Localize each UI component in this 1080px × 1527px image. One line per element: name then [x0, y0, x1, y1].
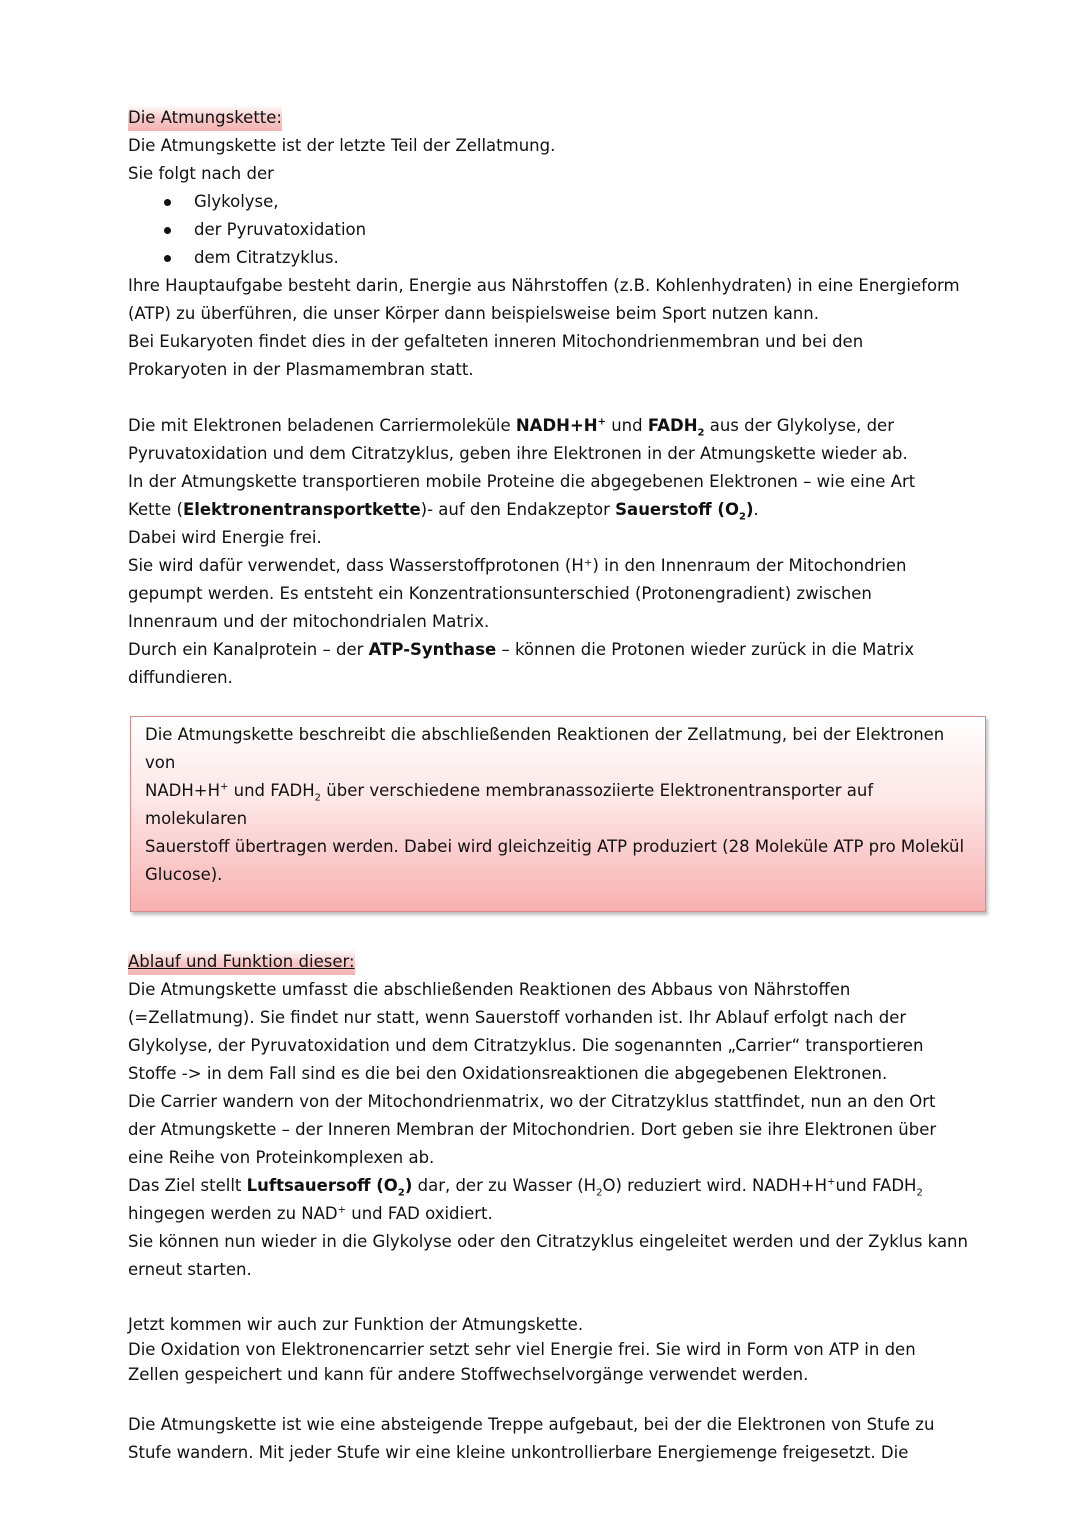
- nadh-term: NADH+H+: [515, 416, 606, 435]
- paragraph-line: In der Atmungskette transportieren mobile Proteine die abgegebenen Elektronen – wie eine Art: [128, 472, 916, 491]
- paragraph-line: Jetzt kommen wir auch zur Funktion der Atmungskette.: [128, 1315, 584, 1334]
- paragraph-line: hingegen werden zu NAD+ und FAD oxidiert.: [128, 1204, 493, 1223]
- box-line: Glucose).: [145, 865, 223, 884]
- paragraph-line: Kette (Elektronentransportkette)- auf den Endakzeptor Sauerstoff $(O_2)$.: [128, 500, 759, 523]
- paragraph-line: Die Carrier wandern von der Mitochondrienmatrix, wo der Citratzyklus stattfindet, nun an den Ort: [128, 1092, 936, 1111]
- section-heading-ablauf: Ablauf und Funktion dieser:: [128, 949, 355, 975]
- paragraph-line: Innenraum und der mitochondrialen Matrix.: [128, 612, 490, 631]
- sauerstoff-term: Sauerstoff $(O_2)$: [615, 500, 754, 523]
- paragraph-line: eine Reihe von Proteinkomplexen ab.: [128, 1148, 435, 1167]
- box-line: Sauerstoff übertragen werden. Dabei wird gleichzeitig ATP produziert (28 Moleküle ATP pro Molekül: [145, 837, 965, 856]
- atp-synthase-term: ATP-Synthase: [368, 640, 497, 659]
- paragraph-line: Die Atmungskette umfasst die abschließenden Reaktionen des Abbaus von Nährstoffen: [128, 980, 851, 999]
- paragraph-line: Bei Eukaryoten findet dies in der gefalteten inneren Mitochondrienmembran und bei den: [128, 332, 864, 351]
- bullet-item: dem Citratzyklus.: [164, 244, 988, 272]
- document-page: [128, 104, 988, 1467]
- elektronentransportkette-term: Elektronentransportkette: [182, 500, 421, 519]
- paragraph-line: Die Atmungskette ist wie eine absteigende Treppe aufgebaut, bei der die Elektronen von Stufe zu: [128, 1415, 935, 1434]
- paragraph-line: der Atmungskette – der Inneren Membran der Mitochondrien. Dort geben sie ihre Elektronen über: [128, 1120, 937, 1139]
- paragraph-line: Sie folgt nach der: [128, 164, 274, 183]
- box-line: Die Atmungskette beschreibt die abschließenden Reaktionen der Zellatmung, bei der Elektronen von: [145, 725, 945, 772]
- paragraph-line: Pyruvatoxidation und dem Citratzyklus, geben ihre Elektronen in der Atmungskette wieder ab.: [128, 444, 908, 463]
- bullet-item: Glykolyse,: [164, 188, 988, 216]
- paragraph-line: Ihre Hauptaufgabe besteht darin, Energie aus Nährstoffen (z.B. Kohlenhydraten) in eine Energieform: [128, 276, 960, 295]
- paragraph-line: Zellen gespeichert und kann für andere Stoffwechselvorgänge verwendet werden.: [128, 1365, 809, 1384]
- paragraph-line: Dabei wird Energie frei.: [128, 528, 322, 547]
- paragraph-line: (=Zellatmung). Sie findet nur statt, wenn Sauerstoff vorhanden ist. Ihr Ablauf erfolgt nach der: [128, 1008, 907, 1027]
- paragraph-line: Durch ein Kanalprotein – der ATP-Synthase – können die Protonen wieder zurück in die Matrix: [128, 640, 915, 659]
- paragraph-line: Sie können nun wieder in die Glykolyse oder den Citratzyklus eingeleitet werden und der Zyklus kann: [128, 1232, 968, 1251]
- summary-box: [130, 716, 986, 912]
- paragraph-line: Die Oxidation von Elektronencarrier setzt sehr viel Energie frei. Sie wird in Form von ATP in den: [128, 1340, 916, 1359]
- paragraph-line: Glykolyse, der Pyruvatoxidation und dem Citratzyklus. Die sogenannten „Carrier“ transportieren: [128, 1036, 924, 1055]
- paragraph-line: Prokaryoten in der Plasmamembran statt.: [128, 360, 474, 379]
- paragraph-line: Sie wird dafür verwendet, dass Wasserstoffprotonen (H⁺) in den Innenraum der Mitochondrien: [128, 556, 907, 575]
- bullet-item: der Pyruvatoxidation: [164, 216, 988, 244]
- paragraph-line: gepumpt werden. Es entsteht ein Konzentrationsunterschied (Protonengradient) zwischen: [128, 584, 872, 603]
- paragraph-line: Die Atmungskette ist der letzte Teil der Zellatmung.: [128, 136, 556, 155]
- box-line: NADH+H+ und $FADH_2$ über verschiedene membranassoziierte Elektronentransporter auf molekularen: [145, 781, 874, 828]
- bullet-list: [128, 188, 988, 272]
- paragraph-line: diffundieren.: [128, 668, 233, 687]
- paragraph-line: Die mit Elektronen beladenen Carriermoleküle NADH+H+ und $FADH_2$ aus der Glykolyse, der: [128, 416, 894, 439]
- paragraph-line: Stufe wandern. Mit jeder Stufe wir eine kleine unkontrollierbare Energiemenge freigesetzt. Die: [128, 1443, 909, 1462]
- paragraph-line: (ATP) zu überführen, die unser Körper dann beispielsweise beim Sport nutzen kann.: [128, 304, 819, 323]
- section-heading-atmungskette: Die Atmungskette:: [128, 105, 282, 131]
- fadh2-term: $FADH_2$: [647, 416, 705, 439]
- paragraph-line: Das Ziel stellt Luftsauersoff $(O_2)$ dar, der zu Wasser $(H_2O)$ reduziert wird. NADH+H+und $FADH_2$: [128, 1176, 923, 1199]
- luftsauerstoff-term: Luftsauersoff $(O_2)$: [246, 1176, 413, 1199]
- paragraph-line: erneut starten.: [128, 1260, 252, 1279]
- paragraph-line: Stoffe -> in dem Fall sind es die bei den Oxidationsreaktionen die abgegebenen Elektronen.: [128, 1064, 888, 1083]
